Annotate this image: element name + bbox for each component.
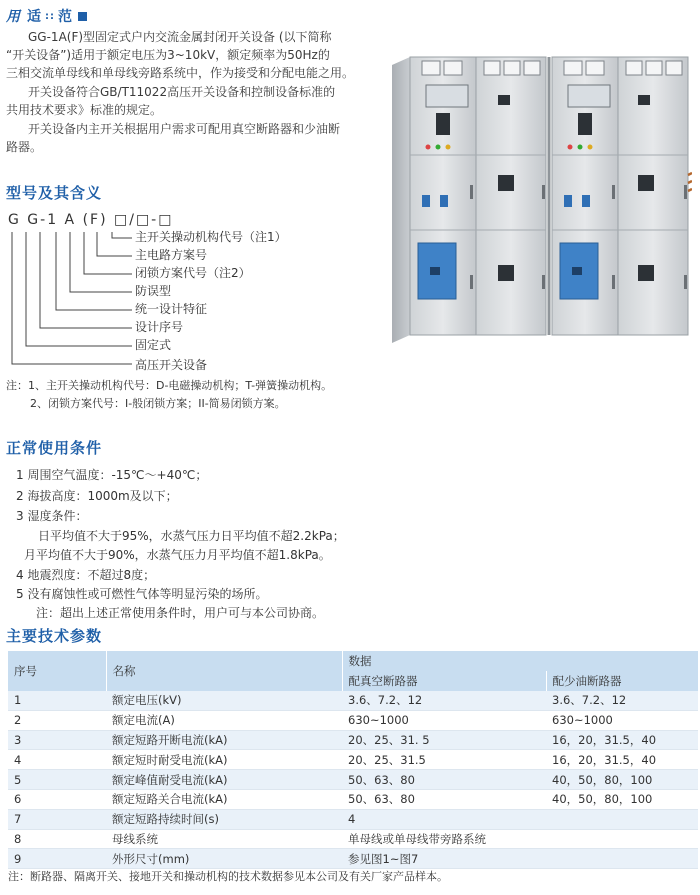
- header-no: 序号: [8, 651, 106, 691]
- display-icon: [498, 175, 514, 191]
- meter-icon: [626, 61, 642, 75]
- model-label: 主开关操动机构代号（注1）: [135, 230, 287, 244]
- cell-oil: 16，20，31.5，40: [546, 730, 698, 750]
- header-name: 名称: [106, 651, 342, 691]
- indicator-light-icon: [588, 145, 593, 150]
- handle-icon: [582, 195, 590, 207]
- intro-line: GG-1A(F)型固定式户内交流金属封闭开关设备 (以下简称: [28, 30, 332, 44]
- switchgear-photo: [392, 35, 692, 345]
- model-label: 统一设计特征: [135, 302, 208, 316]
- condition-item: 2 海拔高度：1000m及以下；: [16, 489, 178, 503]
- cell-name: 外形尺寸(mm): [106, 849, 342, 869]
- model-heading: 型号及其含义: [6, 184, 103, 202]
- table-row: [8, 790, 698, 810]
- scope-heading-dots: ::: [45, 10, 55, 22]
- header-vac: 配真空断路器: [342, 671, 546, 691]
- table-header-row: [8, 651, 698, 671]
- scope-heading-char-3: 范: [58, 9, 73, 25]
- cell-name: 额定短路开断电流(kA): [106, 730, 342, 750]
- cell-vac: 20、25、31. 5: [342, 730, 546, 750]
- table-row: [8, 691, 698, 711]
- bracket-line-2: [97, 232, 132, 256]
- intro-line: 开关设备符合GB/T11022高压开关设备和控制设备标准的: [28, 85, 336, 99]
- note-line: 注：1、主开关操动机构代号：D-电磁操动机构；T-弹簧操动机构。: [6, 379, 333, 392]
- cell-no: 7: [8, 809, 106, 829]
- scope-heading-char-1: 用: [6, 9, 21, 25]
- relay-window: [568, 85, 610, 107]
- intro-paragraph-3: [6, 120, 354, 156]
- cell-name: 额定短时耐受电流(kA): [106, 750, 342, 770]
- meter-icon: [484, 61, 500, 75]
- intro-paragraph-2: [6, 83, 354, 119]
- cell-name: 额定短路关合电流(kA): [106, 790, 342, 810]
- display-icon: [638, 95, 650, 105]
- bracket-line-6: [40, 232, 132, 328]
- table-row: [8, 809, 698, 829]
- cell-oil: 40，50，80，100: [546, 790, 698, 810]
- bracket-line-8: [12, 232, 132, 364]
- model-label: 闭锁方案代号（注2）: [135, 266, 251, 280]
- intro-line: 路器。: [6, 140, 43, 154]
- cell-name: 额定峰值耐受电流(kA): [106, 770, 342, 790]
- meter-icon: [444, 61, 462, 75]
- cell-name: 额定电流(A): [106, 710, 342, 730]
- cell-no: 8: [8, 829, 106, 849]
- display-icon: [498, 265, 514, 281]
- cell-name: 额定电压(kV): [106, 691, 342, 711]
- cell-no: 9: [8, 849, 106, 869]
- meter-icon: [646, 61, 662, 75]
- cell-name: 母线系统: [106, 829, 342, 849]
- cell-no: 5: [8, 770, 106, 790]
- handle-icon: [564, 195, 572, 207]
- scope-heading-char-2: 适: [27, 9, 42, 25]
- condition-item: 5 没有腐蚀性或可燃性气体等明显污染的场所。: [16, 587, 268, 601]
- meter-icon: [666, 61, 682, 75]
- model-label: 主电路方案号: [135, 248, 208, 262]
- intro-paragraph-1: [6, 28, 354, 82]
- cell-no: 1: [8, 691, 106, 711]
- handle-icon: [422, 195, 430, 207]
- meter-icon: [564, 61, 582, 75]
- cell-vac: 4: [342, 809, 546, 829]
- cell-name: 额定短路持续时间(s): [106, 809, 342, 829]
- indicator-light-icon: [446, 145, 451, 150]
- model-label: 固定式: [135, 338, 172, 352]
- cell-oil: [546, 809, 698, 829]
- indicator-light-icon: [578, 145, 583, 150]
- indicator-light-icon: [436, 145, 441, 150]
- header-oil: 配少油断路器: [546, 671, 698, 691]
- square-icon: [78, 12, 87, 21]
- indicator-light-icon: [568, 145, 573, 150]
- header-data: 数据: [342, 651, 698, 671]
- scope-heading: [6, 6, 87, 26]
- cabinet-4: [618, 57, 688, 335]
- cell-oil: 3.6、7.2、12: [546, 691, 698, 711]
- model-label: 防误型: [135, 284, 172, 298]
- condition-item: 1 周围空气温度：-15℃～+40℃；: [16, 468, 208, 482]
- meter-icon: [504, 61, 520, 75]
- cabinet-2: [476, 57, 546, 335]
- cell-vac: 50、63、80: [342, 790, 546, 810]
- display-icon: [638, 265, 654, 281]
- bracket-line-4: [70, 232, 132, 292]
- cell-vac: 50、63、80: [342, 770, 546, 790]
- condition-item: 注：超出上述正常使用条件时，用户可与本公司协商。: [36, 606, 325, 620]
- cell-oil: 16，20，31.5，40: [546, 750, 698, 770]
- table-row: [8, 710, 698, 730]
- cell-oil: 630~1000: [546, 710, 698, 730]
- bracket-line-5: [56, 232, 132, 310]
- intro-line: 共用技术要求》标准的规定。: [6, 103, 163, 117]
- condition-item: 日平均值不大于95%，水蒸气压力日平均值不超2.2kPa；: [38, 529, 345, 543]
- mechanism-window: [430, 267, 440, 275]
- params-heading: 主要技术参数: [6, 627, 103, 645]
- intro-line: 三相交流单母线和单母线旁路系统中，作为接受和分配电能之用。: [6, 66, 355, 80]
- indicator-light-icon: [426, 145, 431, 150]
- cell-no: 6: [8, 790, 106, 810]
- cell-vac: 3.6、7.2、12: [342, 691, 546, 711]
- bracket-line-1: [112, 232, 132, 238]
- cell-vac: 20、25、31.5: [342, 750, 546, 770]
- cell-oil: [546, 829, 698, 849]
- cell-no: 2: [8, 710, 106, 730]
- handle-icon: [440, 195, 448, 207]
- condition-item: 月平均值不大于90%，水蒸气压力月平均值不超1.8kPa。: [24, 548, 331, 562]
- model-label: 设计序号: [135, 320, 184, 334]
- relay-window: [426, 85, 468, 107]
- display-icon: [436, 113, 450, 135]
- params-table: [8, 651, 698, 869]
- cell-vac: 参见图1~图7: [342, 849, 546, 869]
- cabinet-side-panel: [392, 57, 410, 343]
- display-icon: [638, 175, 654, 191]
- note-line: 2、闭锁方案代号：I-般闭锁方案；II-简易闭锁方案。: [30, 397, 286, 410]
- cell-no: 3: [8, 730, 106, 750]
- cell-vac: 630~1000: [342, 710, 546, 730]
- intro-line: 开关设备内主开关根据用户需求可配用真空断路器和少油断: [28, 122, 341, 136]
- mechanism-window: [572, 267, 582, 275]
- table-row: [8, 750, 698, 770]
- meter-icon: [524, 61, 540, 75]
- bracket-line-7: [26, 232, 132, 346]
- table-row: [8, 770, 698, 790]
- condition-item: 3 湿度条件：: [16, 509, 88, 523]
- condition-item: 4 地震烈度：不超过8度；: [16, 568, 156, 582]
- model-label: 高压开关设备: [135, 358, 208, 372]
- display-icon: [578, 113, 592, 135]
- cell-oil: [546, 849, 698, 869]
- cell-no: 4: [8, 750, 106, 770]
- conditions-heading: 正常使用条件: [6, 439, 103, 457]
- footnote: 注：断路器、隔离开关、接地开关和操动机构的技术数据参见本公司及有关厂家产品样本。: [8, 870, 448, 883]
- meter-icon: [586, 61, 604, 75]
- table-row: [8, 730, 698, 750]
- table-row: [8, 849, 698, 869]
- model-code: G G-1 A (F) □/□-□: [8, 212, 174, 228]
- cell-oil: 40，50，80，100: [546, 770, 698, 790]
- table-row: [8, 829, 698, 849]
- meter-icon: [422, 61, 440, 75]
- display-icon: [498, 95, 510, 105]
- intro-line: “开关设备”)适用于额定电压为3~10kV，额定频率为50Hz的: [6, 48, 330, 62]
- cell-vac: 单母线或单母线带旁路系统: [342, 829, 546, 849]
